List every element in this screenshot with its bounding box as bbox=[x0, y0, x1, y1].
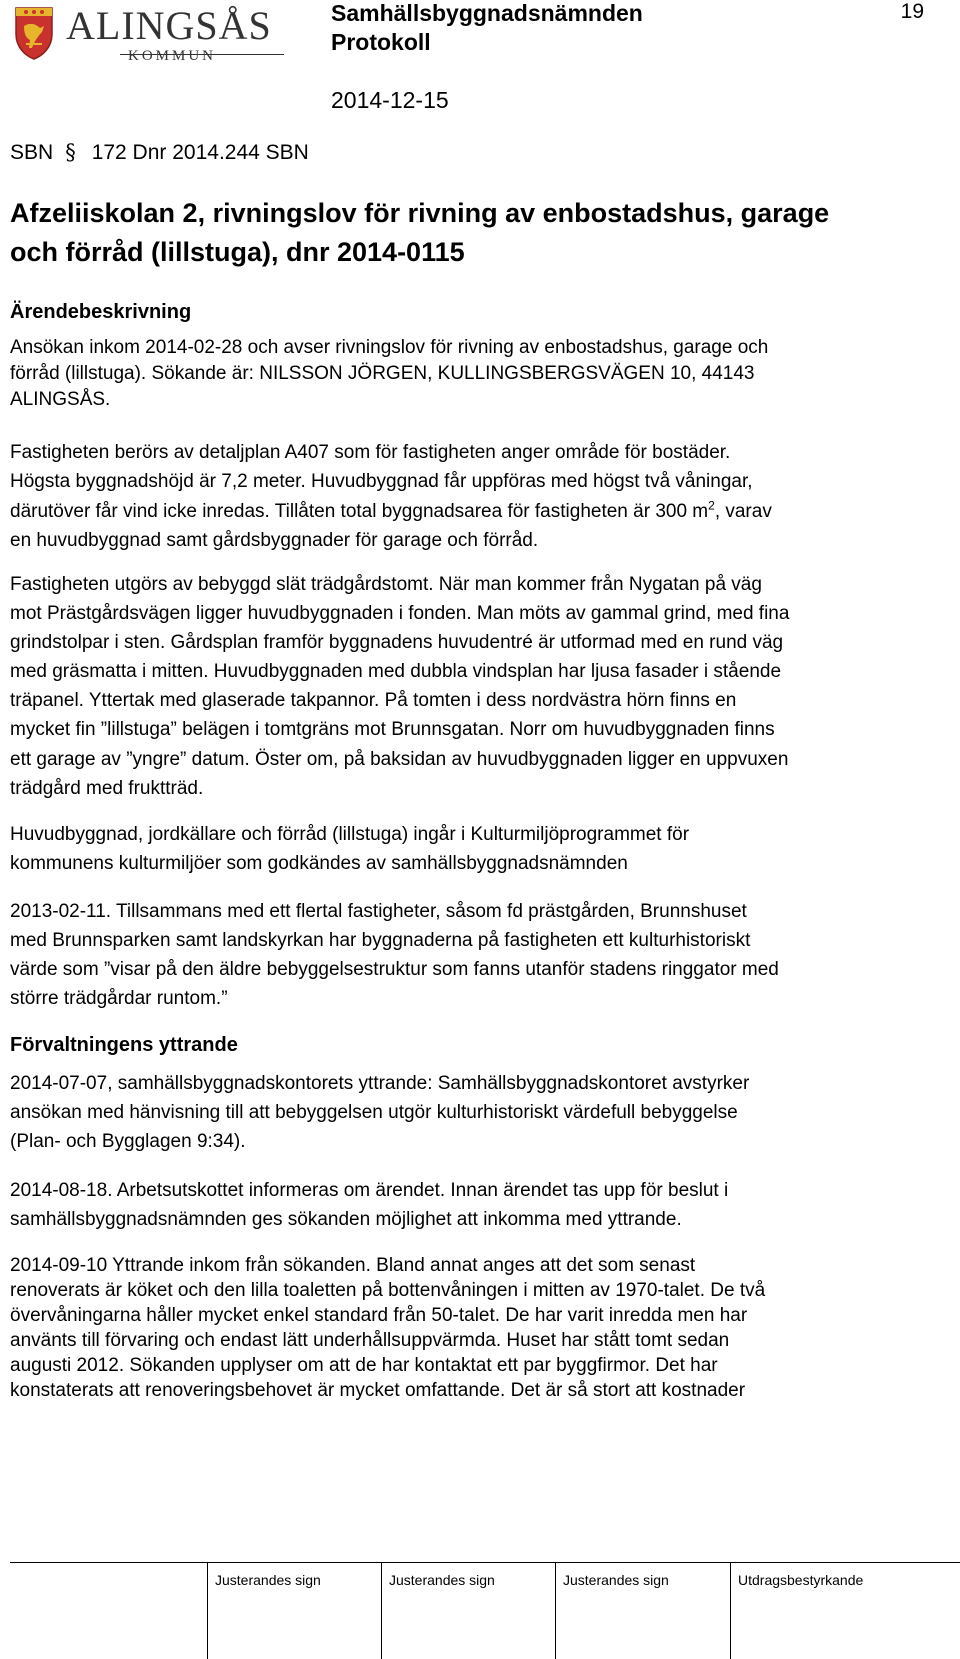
signature-box-2 bbox=[381, 1562, 382, 1659]
document-type: Protokoll bbox=[331, 29, 431, 55]
text-line: Fastigheten utgörs av bebyggd slät trädgårdstomt. När man kommer från Nygatan på väg bbox=[10, 574, 762, 595]
paragraph-cultural-value bbox=[10, 897, 940, 1013]
text-line: Ansökan inkom 2014-02-28 och avser rivningslov för rivning av enbostadshus, garage och bbox=[10, 337, 769, 358]
signature-label-1: Justerandes sign bbox=[215, 1572, 321, 1588]
section-heading-description: Ärendebeskrivning bbox=[10, 301, 192, 323]
text-line: (Plan- och Bygglagen 9:34). bbox=[10, 1131, 246, 1152]
committee-name: Samhällsbyggnadsnämnden bbox=[331, 0, 643, 26]
extract-certification-label: Utdragsbestyrkande bbox=[738, 1572, 864, 1588]
text-line: trädgård med fruktträd. bbox=[10, 777, 204, 799]
text-line: förråd (lillstuga). Sökande är: NILSSON JÖRGEN, KULLINGSBERGSVÄGEN 10, 44143 bbox=[10, 363, 755, 384]
text-line: Fastigheten berörs av detaljplan A407 som för fastigheten anger område för bostäder. bbox=[10, 442, 731, 463]
paragraph-applicant-statement bbox=[10, 1253, 940, 1403]
text-line: samhällsbyggnadsnämnden ges sökanden möjlighet att inkomma med yttrande. bbox=[10, 1209, 682, 1230]
logo-subtitle: KOMMUN bbox=[128, 48, 217, 64]
text-line: ansökan med hänvisning till att bebyggelsen utgör kulturhistoriskt värdefull bebyggelse bbox=[10, 1102, 738, 1123]
title-line: Afzeliiskolan 2, rivningslov för rivning av enbostadshus, garage bbox=[10, 198, 830, 228]
text-line: Huvudbyggnad, jordkällare och förråd (lillstuga) ingår i Kulturmiljöprogrammet för bbox=[10, 824, 690, 845]
text-line: kommunens kulturmiljöer som godkändes av samhällsbyggnadsnämnden bbox=[10, 853, 628, 874]
signature-label-3: Justerandes sign bbox=[563, 1572, 669, 1588]
text-line: Högsta byggnadshöjd är 7,2 meter. Huvudbyggnad får uppföras med högst två våningar, bbox=[10, 471, 753, 493]
text-line: mycket fin ”lillstuga” belägen i tomtgräns mot Brunnsgatan. Norr om huvudbyggnaden finns bbox=[10, 719, 775, 741]
text-line: mot Prästgårdsvägen ligger huvudbyggnaden i fonden. Man möts av gammal grind, med fina bbox=[10, 603, 790, 625]
paragraph-application bbox=[10, 335, 940, 413]
text-line: 2014-08-18. Arbetsutskottet informeras om ärendet. Innan ärendet tas upp för beslut i bbox=[10, 1180, 729, 1201]
case-reference bbox=[10, 140, 309, 165]
text-line: renoverats är köket och den lilla toaletten på bottenvåningen i mitten av 1970-talet. De två bbox=[10, 1280, 766, 1301]
text-line: 2013-02-11. Tillsammans med ett flertal fastigheter, såsom fd prästgården, Brunnshuset bbox=[10, 901, 747, 922]
text-line: ALINGSÅS. bbox=[10, 389, 111, 410]
text-line: träpanel. Yttertak med glaserade takpannor. På tomten i dess nordvästra hörn finns en bbox=[10, 690, 737, 712]
title-line: och förråd (lillstuga), dnr 2014-0115 bbox=[10, 237, 465, 267]
signature-label-2: Justerandes sign bbox=[389, 1572, 495, 1588]
text-line: 2014-09-10 Yttrande inkom från sökanden. Bland annat anges att det som senast bbox=[10, 1255, 696, 1276]
text-line: använts till förvaring och endast lätt underhållsuppvärmda. Huset har stått tomt sedan bbox=[10, 1330, 730, 1351]
municipality-logo bbox=[12, 0, 287, 68]
page-title bbox=[10, 194, 930, 272]
text-line: 2014-07-07, samhällsbyggnadskontorets yttrande: Samhällsbyggnadskontoret avstyrker bbox=[10, 1073, 750, 1094]
logo-wordmark: ALINGSÅS bbox=[66, 3, 272, 48]
text-line: en huvudbyggnad samt gårdsbyggnader för garage och förråd. bbox=[10, 529, 539, 551]
paragraph-property-description bbox=[10, 570, 940, 803]
signature-box-3 bbox=[555, 1562, 556, 1659]
text-line: grindstolpar i sten. Gårdsplan framför byggnadens huvudentré är utformad med en rund väg bbox=[10, 632, 784, 654]
paragraph-cultural-program bbox=[10, 820, 940, 878]
text-line: större trädgårdar runtom.” bbox=[10, 988, 228, 1009]
section-symbol: § bbox=[65, 140, 76, 164]
text-line: konstaterats att renoveringsbehovet är mycket omfattande. Det är så stort att kostnader bbox=[10, 1380, 746, 1401]
section-heading-statement: Förvaltningens yttrande bbox=[10, 1034, 238, 1056]
text-line: med gräsmatta i mitten. Huvudbyggnaden med dubbla vindsplan har ljusa fasader i stående bbox=[10, 661, 782, 683]
paragraph-detailed-plan bbox=[10, 438, 940, 555]
signature-box-1 bbox=[207, 1562, 208, 1659]
meeting-date: 2014-12-15 bbox=[331, 87, 449, 113]
footer-rule bbox=[10, 1562, 960, 1563]
extract-certification-box bbox=[730, 1562, 731, 1659]
text-line: med Brunnsparken samt landskyrkan har byggnaderna på fastigheten ett kulturhistoriskt bbox=[10, 930, 751, 951]
text-line: övervåningarna håller mycket enkel standard från 50-talet. De har varit inredda men har bbox=[10, 1305, 748, 1326]
text-line: värde som ”visar på den äldre bebyggelsestruktur som fanns utanför stadens ringgator med bbox=[10, 959, 779, 980]
text-line: ett garage av ”yngre” datum. Öster om, på baksidan av huvudbyggnaden ligger en uppvuxen bbox=[10, 748, 789, 770]
paragraph-working-committee bbox=[10, 1176, 940, 1234]
superscript: 2 bbox=[708, 498, 715, 513]
reference-org: SBN bbox=[10, 141, 54, 164]
text-fragment: , varav bbox=[714, 500, 772, 522]
text-line bbox=[10, 497, 940, 526]
text-fragment: därutöver får vind icke inredas. Tillåten total byggnadsarea för fastigheten är 300 m bbox=[10, 500, 709, 522]
reference-number: 172 Dnr 2014.244 SBN bbox=[91, 141, 309, 164]
coat-of-arms-icon bbox=[12, 4, 56, 60]
page-number: 19 bbox=[900, 0, 924, 23]
text-line: augusti 2012. Sökanden upplyser om att de har kontaktat ett par byggfirmor. Det har bbox=[10, 1355, 718, 1376]
paragraph-office-statement bbox=[10, 1069, 940, 1156]
